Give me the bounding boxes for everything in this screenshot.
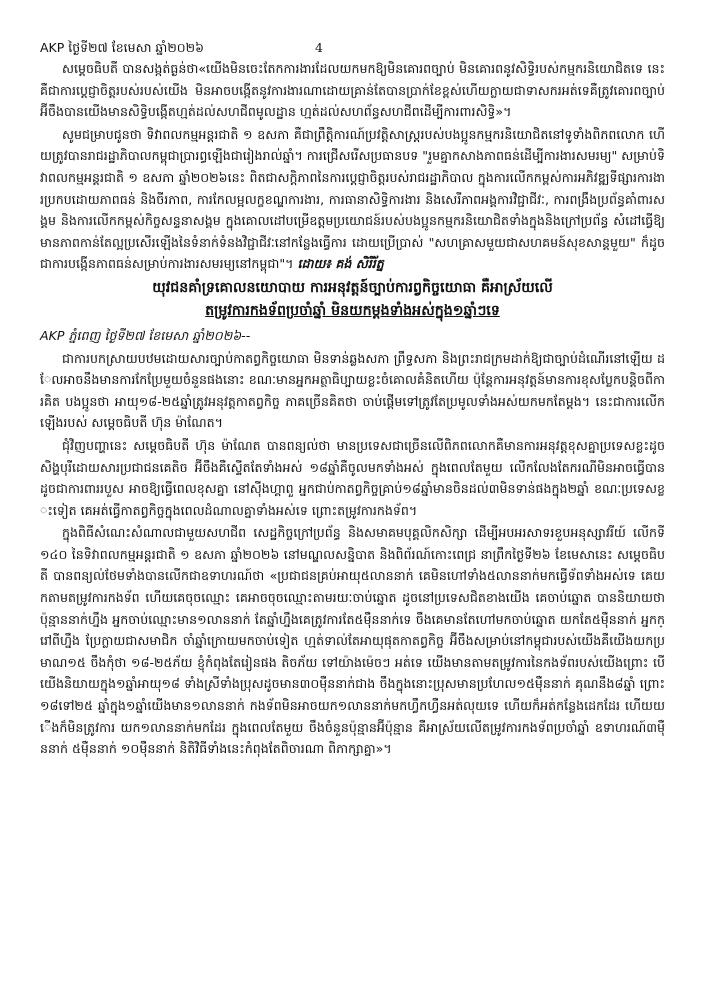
header-date: AKP ថ្ងៃទី២៧ ខែមេសា ឆ្នាំ២០២៦ [40,40,204,55]
headline-line-1: យុវជនគាំទ្រគោលនយោបាយ ការអនុវត្តន៍ច្បាប់ការព្វកិច្ចយោធា គឺអាស្រ័យលើ [152,279,553,296]
paragraph-text: សូមជម្រាបជូនថា ទិវាពលកម្មអន្តរជាតិ ១ ឧសភា គឺជាព្រឹត្តិការណ៍ប្រវត្តិសាស្ត្ររបស់បងប្អូនកម្មករនិយោជិតនៅទូទាំងពិភពលោក ហើយត្រូវបានរាជរដ្ឋាភិបាលកម្ពុជាប្រារព្ធឡើងជារៀងរាល់ឆ្នាំ។ ការជ្រើសរើសប្រធានបទ "រួមគ្នាកសាងភាពធន់ដើម្បីការងារសមរម្យ" សម្រាប់ទិវាពលកម្មអន្តរជាតិ ១ ឧសភា ឆ្នាំ២០២៦នេះ ពិតជាសក្តិភាពនៃការប្តេជ្ញាចិត្តរបស់រាជរដ្ឋាភិបាល ក្នុងការលើកកម្ពស់ការអភិវឌ្ឍទីផ្សារការងារប្រកបដោយភាពធន់ និងចីរភាព, ការកែលម្អលក្ខខណ្ឌការងារ, ការធានាសិទ្ធិការងារ និងសេរីភាពអង្គការវិជ្ជាជីវៈ, ការពង្រឹងប្រព័ន្ធគាំពារសង្គម និងការលើកកម្ពស់កិច្ចសន្ទនាសង្គម ក្នុងគោលដៅបម្រើឧត្តមប្រយោជន៍របស់បងប្អូនកម្មករនិយោជិតទាំងក្នុងនិងក្រៅប្រព័ន្ធ សំដៅធ្វើឱ្យមានភាពកាន់តែល្អប្រសើរឡើងនៃទំនាក់ទំនងវិជ្ជាជីវៈនៅកន្លែងធ្វើការ ដោយប្រើប្រាស់ "សហគ្រាសមួយជាសហគមន៍សុខសាន្តមួយ" ក៏ដូចជាការបង្កើនភាពធន់សម្រាប់ការងារសមរម្យនៅកម្ពុជា"។ [40,126,665,272]
paragraph: ជុំវិញបញ្ហានេះ សម្តេចធិបតី ហ៊ុន ម៉ាណែត បានពន្យល់ថា មានប្រទេសជាច្រើនលើពិភពលោកគឺមានការអនុវត្តខុសគ្នាប្រទេសខ្លះដូចសិង្ហបុរីដោយសារប្រជាជនគេតិច អ៊ីចឹងគឺស្ទើតតែទាំងអស់ ១៨ឆ្នាំគឺចូលមកទាំងអស់ ក្នុងពេលតែមួយ លើកលែងតែករណីមិនអាចធ្វើបាន ដូចជាការពាររបួស អាចឱ្យធ្វើពេលខុសគ្នា នៅស៊ីងហ្គាពួ អ្នកជាប់កាតព្វកិច្ចគ្រាប់១៨ឆ្នាំមានចិនដល់៣មិនទាន់ផងក្នុង២ឆ្នាំ ខណៈប្រទេសខ្លះទៀត គេអត់ធ្វើកាតព្វកិច្ចក្នុងពេលដំណាលគ្នាទាំងអស់ទេ ព្រោះតម្រូវការកងទ័ព។ [40,437,665,518]
paragraph [40,124,665,275]
article-labor-day [40,58,665,275]
page-header [40,38,665,58]
headline-line-2: តម្រូវការកងទ័ពប្រចាំឆ្នាំ មិនយកម្តងទាំងអស់ក្នុង១ឆ្នាំៗទេ [205,302,500,319]
paragraph: ក្នុងពិធីសំណេះសំណាលជាមួយសហជីព សេដ្ឋកិច្ចក្រៅប្រព័ន្ធ និងសមាគមបុគ្គលិកសិក្សា ដើម្បីអបអរសាទរខួបអនុស្សាវរីយ៍ លើកទី ១៤០ នៃទិវាពលកម្មអន្តរជាតិ ១ ឧសភា ឆ្នាំ២០២៦ នៅមណ្ឌលសន្និបាត និងពិព័រណ៍កោះពេជ្រ នាព្រឹកថ្ងៃទី២៦ ខែមេសានេះ សម្តេចធិបតី បានពន្យល់ថែមទាំងបានលើកជាឧទាហរណ៍ថា «ប្រជាជនគ្រប់អាយុ៥លាននាក់ គេមិនហៅទាំង៥លាននាក់មកធ្វើទ័ពទាំងអស់ទេ គេយកតាមតម្រូវការកងទ័ព ហើយគេចុចឈ្មោះ គេអាចចុចឈ្មោះតាមរយៈចាប់ឆ្នោត ដូចនៅប្រទេសជិតខាងយើង គេចាប់ឆ្នោត បាននិយាយថា ប៉ុន្មាននាក់ហ្នឹង អ្នកចាប់ឈ្មោះមាន១លាននាក់ តែឆ្នាំហ្នឹងគេត្រូវការតែ៥ម៉ឺននាក់ទេ ចឹងគេមានតែហៅមកចាប់ឆ្នោត យកតែ៥ម៉ឺននាក់ អ្នកក្រៅពីហ្នឹង ប្រែក្លាយជាសមាជិក ចាំឆ្នាំក្រោយមកចាប់ទៀត ហ្មត់ទាល់តែអាយុផុតកាតព្វកិច្ច អ៊ីចឹងសម្រាប់នៅកម្ពុជារបស់យើងគឺយើងយកប្រមាណ១៥ ចឹងកុំថា ១៨-២៥ភ័យ ខ្ញុំកំពុងតែរៀនផង តិចភ័យ ទៅយ៉ាងម៉េចៗ អត់ទេ យើងមានតាមតម្រូវការនៃកងទ័ពរបស់យើងព្រោះ បើយើងនិយាយក្នុង១ឆ្នាំអាយុ១៨ ទាំងស្រីទាំងប្រុសដូចមាន៣០ម៉ឺននាក់ជាង ចឹងក្នុងនោះប្រុសមានប្រហែល១៥ម៉ឺននាក់ គុណនឹង៨ឆ្នាំ ព្រោះ ១៨ទៅ២៥ ឆ្នាំក្នុង១ឆ្នាំយើងមាន១លាននាក់ កងទ័ពមិនអាចយក១លាននាក់មកហ្វឹកហ្វឺនអត់លុយទេ ហើយក៏អត់កន្លែងដេកដែរ ហើយយើងក៏មិនត្រូវការ យក១លាននាក់មកដែរ ក្នុងពេលតែមួយ ចឹងចំនួនប៉ុន្មានអ៊ីប៉ុន្មាន គឺអាស្រ័យលើតម្រូវការកងទ័ពប្រចាំឆ្នាំ ឧទាហរណ៍៣ម៉ឺននាក់ ៥ម៉ឺននាក់ ១០ម៉ឺននាក់ និតិវិធីទាំងនេះកំពុងតែពិចារណា ពិភាក្សាគ្នា»។ [40,525,665,757]
article-headline [40,277,665,323]
article-military-service [40,277,665,760]
paragraph: ជាការបកស្រាយបឋមដោយសារច្បាប់កាតព្វកិច្ចយោធា មិនទាន់ឆ្លងសភា ព្រឹទ្ធសភា និងព្រះរាជក្រមដាក់ឱ្យជាច្បាប់ដំណើរនៅឡើយ ដែលអាចនឹងមានការកែប្រែមួយចំនួនផងនោះ ខណៈមានអ្នកអត្ថាធិប្បាយខ្លះចំគោលគំនិតហើយ ប៉ុន្តែការអនុវត្តន៍មានការខុសប្លែកបន្តិចពីការគិត បងប្អូនថា អាយុ១៨-២៥ឆ្នាំត្រូវអនុវត្តកាតព្វកិច្ច ភាគច្រើនគិតថា ចាប់ផ្តើមទៅត្រូវតែប្រមូលទាំងអស់យកមកតែម្តង។ នេះជាការលើកឡើងរបស់ សម្តេចធិបតី ហ៊ុន ម៉ាណែត។ [40,350,665,431]
dateline: AKP ភ្នំពេញ ថ្ងៃទី២៧ ខែមេសា ឆ្នាំ២០២៦-- [40,327,251,343]
byline: ដោយ៖ គង់ សិរីរ័ត្ន [297,256,384,272]
paragraph: សម្តេចធិបតី បានសង្កត់ធ្ងន់ថា«យើងមិនចេះតែកការងារដែលយកមកឱ្យមិនគោរពច្បាប់ មិនគោរពនូវសិទ្ធិរបស់កម្មករនិយោជិតទេ នេះគឺជាការប្តេជ្ញាចិត្តរបស់របស់យើង មិនអាចបង្កើតនូវការងារណាដោយគ្រាន់តែបានប្រាក់ខែខ្ពស់ហើយក្លាយជាទាសករអត់ទេគឺត្រូវគោរពច្បាប់ អ៊ីចឹងបានយើងមានសិទ្ធិបង្កើតហ្មត់ដល់សហជីពមូលដ្ឋាន ហ្មត់ដល់សហព័ន្ធសហជីពដើម្បីការពារសិទ្ធិ»។ [40,61,665,120]
page-number: 4 [315,40,323,55]
